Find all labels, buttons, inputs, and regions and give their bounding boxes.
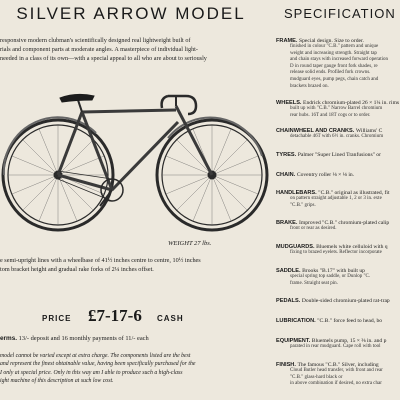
spec-line: finished in colour "C.B." pattern and unique bbox=[290, 44, 379, 49]
spec-line: on pattern straight adjustable 1, 2 or 3 in. exte bbox=[290, 196, 382, 201]
spec-heading: BRAKE. bbox=[276, 220, 298, 226]
intro-paragraph bbox=[0, 36, 252, 63]
spec-line: and chain stays with increased forward operation bbox=[290, 57, 389, 63]
spec-equipment bbox=[276, 338, 400, 351]
intro-line: responsive modern clubman's scientifically designed real lightweight built of bbox=[0, 37, 191, 44]
specification-list bbox=[276, 38, 400, 400]
spec-summary: Brooks "B.17" with built up bbox=[302, 268, 365, 274]
spec-heading: MUDGUARDS. bbox=[276, 244, 315, 250]
terms-text: 13/- deposit and 16 monthly payments of 11/- each bbox=[18, 335, 149, 342]
intro-line: rials and component parts at moderate angles. A masterpiece of individual light- bbox=[0, 46, 198, 53]
spec-summary: "C.B." original as illustrated, fit bbox=[318, 190, 390, 196]
spec-line: weight and increasing strength. Straight tap bbox=[290, 50, 377, 56]
spec-summary: Coventry roller ⅛ × ⅛ in. bbox=[296, 172, 355, 178]
spec-line: Cloud Butler head transfer, with front and rear bbox=[290, 368, 383, 373]
spec-summary: Endrick chromium-plated 26 × 1¼ in. rims bbox=[303, 100, 400, 106]
spec-line: fixing to brazed eyelets. Reflector incorporate bbox=[290, 250, 382, 255]
saddle bbox=[60, 94, 94, 102]
weight-label: WEIGHT 27 lbs. bbox=[168, 240, 212, 247]
cash-label: CASH bbox=[157, 314, 184, 323]
spec-finish bbox=[276, 362, 400, 388]
spec-brake bbox=[276, 220, 400, 233]
spec-line: in above combination if desired, no extra char bbox=[290, 381, 382, 387]
description-line: tom bracket height and gradual rake forks of 2¼ inches offset. bbox=[0, 266, 154, 273]
spec-wheels bbox=[276, 100, 400, 119]
description-line: e semi-upright lines with a wheelbase of 41½ inches centre to centre, 10½ inches bbox=[0, 257, 201, 264]
bicycle-frame bbox=[58, 106, 212, 190]
bicycle-photo bbox=[0, 78, 272, 236]
spec-tyres bbox=[276, 152, 400, 158]
spec-line: "C.B." grips. bbox=[290, 202, 316, 208]
spec-heading: CHAINWHEEL AND CRANKS. bbox=[276, 128, 355, 134]
footnote-line: and represent the finest obtainable value, having been specifically purchased for the bbox=[0, 361, 196, 368]
intro-line: needed in a class of its own—with a special appeal to all who are about to seriously bbox=[0, 55, 207, 62]
frame-description bbox=[0, 256, 250, 274]
spec-summary: Bluemels pump, 15 × ⅜ in. and p bbox=[311, 338, 387, 344]
spec-heading: CHAIN. bbox=[276, 172, 296, 178]
specification-heading: SPECIFICATION bbox=[284, 6, 396, 21]
footnote bbox=[0, 352, 260, 386]
spec-line: brackets brazed on. bbox=[290, 83, 329, 89]
spec-summary: Double-sided chromium-plated rat-trap bbox=[301, 298, 390, 304]
spec-line: built up with "C.B." Narrow Barrel chromium bbox=[290, 106, 383, 111]
spec-summary: Williams' C bbox=[355, 128, 383, 134]
spec-summary: The famous "C.B." Silver, including bbox=[297, 362, 379, 368]
spec-line: "C.B." glass-hard black or bbox=[290, 374, 343, 380]
spec-frame bbox=[276, 38, 400, 90]
spec-heading: TYRES. bbox=[276, 152, 297, 158]
spec-summary: Special design. Size to order. bbox=[299, 38, 364, 44]
spec-line: special spring top saddle, or Dunlop "C. bbox=[290, 274, 371, 279]
spec-pedals bbox=[276, 298, 400, 304]
spec-line: front or rear as desired. bbox=[290, 226, 337, 231]
spec-heading: LUBRICATION. bbox=[276, 318, 316, 324]
spec-line: rear hubs. 16T and 18T cogs or to order. bbox=[290, 112, 371, 118]
spec-heading: HANDLEBARS. bbox=[276, 190, 317, 196]
spec-heading: FRAME. bbox=[276, 38, 298, 44]
page-title: SILVER ARROW MODEL bbox=[16, 4, 246, 23]
spec-chain bbox=[276, 172, 400, 178]
front-mudguard bbox=[168, 118, 262, 156]
spec-line: mudguard eyes, pump pegs, chain catch and bbox=[290, 76, 379, 82]
spec-summary: Bluemels white celluloid with q bbox=[316, 244, 388, 250]
spec-line: release solid ends. Profiled fork crowns. bbox=[290, 70, 371, 76]
spec-line: frame. Straight seat pin. bbox=[290, 280, 338, 286]
spec-chainwheel bbox=[276, 128, 400, 141]
spec-heading: WHEELS. bbox=[276, 100, 302, 106]
spec-line: parated in rear mudguard. Cape roll with tool bbox=[290, 344, 381, 349]
footnote-line: I only at special price. Only in this way am I able to produce such a high-class bbox=[0, 369, 183, 376]
footnote-line: ight machine of this description at such low cost. bbox=[0, 378, 114, 385]
spec-heading: EQUIPMENT. bbox=[276, 338, 311, 344]
footnote-line: model cannot be varied except at extra charge. The components listed are the best bbox=[0, 353, 191, 359]
spec-saddle bbox=[276, 268, 400, 287]
price-value: £7-17-6 bbox=[88, 306, 142, 325]
spec-summary: Palmer "Super Lined Tranfusions" or bbox=[297, 152, 381, 158]
price-label: PRICE bbox=[42, 314, 72, 323]
spec-lubrication bbox=[276, 318, 400, 324]
spec-heading: SADDLE. bbox=[276, 268, 301, 274]
terms-label: erms. bbox=[0, 335, 18, 342]
spec-heading: PEDALS. bbox=[276, 298, 301, 304]
spec-heading: FINISH. bbox=[276, 362, 296, 368]
spec-line: D in round taper gauge front fork shades, re bbox=[290, 63, 378, 69]
spec-mudguards bbox=[276, 244, 400, 257]
spec-summary: Improved "C.B." chromium-plated calip bbox=[299, 220, 390, 226]
spec-handlebars bbox=[276, 190, 400, 209]
spec-summary: "C.B." force feed to head, bo bbox=[317, 318, 383, 324]
spec-line: detachable 46T with 6½ in. cranks. Chromium bbox=[290, 134, 384, 139]
payment-terms bbox=[0, 334, 250, 343]
